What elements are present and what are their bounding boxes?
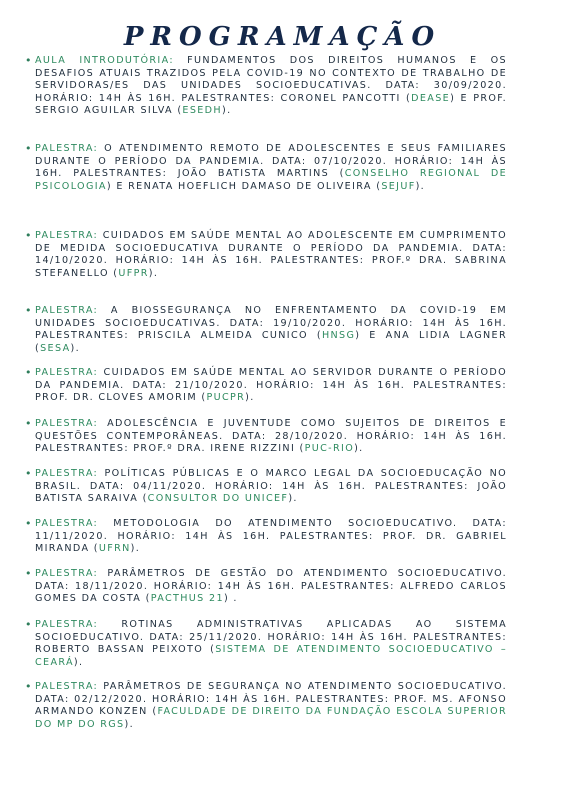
bullet-icon: • <box>25 417 33 430</box>
bullet-icon: • <box>25 304 33 317</box>
bullet-icon: • <box>25 467 33 480</box>
program-item <box>26 518 507 556</box>
org-name: PUCPR <box>206 392 246 404</box>
program-item <box>26 418 507 456</box>
item-text: PALESTRA: POLÍTICAS PÚBLICAS E O MARCO LEGAL DA SOCIOEDUCAÇÃO NO BRASIL. DATA: 04/11/2020. HORÁRIO: 14H ÀS 16H. PALESTRANTES: JOÃO BATISTA SARAIVA (CONSULTOR DO UNICEF). <box>35 468 507 505</box>
bullet-icon: • <box>25 142 33 155</box>
org-name: UFRN <box>98 543 131 555</box>
program-item <box>26 568 507 606</box>
item-label: PALESTRA: <box>35 518 99 529</box>
org-name: UFPR <box>118 267 149 279</box>
item-label: PALESTRA: <box>35 367 99 378</box>
org-name: SISTEMA DE ATENDIMENTO SOCIOEDUCATIVO – CEARÁ <box>35 644 507 668</box>
org-name: CONSELHO REGIONAL DE PSICOLOGIA <box>35 168 507 192</box>
org-name: ESEDH <box>182 105 222 117</box>
bullet-icon: • <box>25 517 33 530</box>
item-text: PALESTRA: CUIDADOS EM SAÚDE MENTAL AO SERVIDOR DURANTE O PERÍODO DA PANDEMIA. DATA: 21/10/2020. HORÁRIO: 14H ÀS 16H. PALESTRANTES: PROF. DR. CLOVES AMORIM (PUCPR). <box>35 367 507 404</box>
bullet-icon: • <box>25 567 33 580</box>
org-name: PACTHUS 21 <box>150 593 224 605</box>
item-label: PALESTRA: <box>35 305 99 316</box>
program-item <box>26 305 507 355</box>
item-text: PALESTRA: ROTINAS ADMINISTRATIVAS APLICADAS AO SISTEMA SOCIOEDUCATIVO. DATA: 25/11/2020. HORÁRIO: 14H ÀS 16H. PALESTRANTES: ROBERTO BASSAN PEIXOTO (SISTEMA DE ATENDIMENTO SOCIOEDUCATIVO – CEARÁ). <box>35 619 507 668</box>
item-label: PALESTRA: <box>35 568 99 579</box>
item-text: PALESTRA: CUIDADOS EM SAÚDE MENTAL AO ADOLESCENTE EM CUMPRIMENTO DE MEDIDA SOCIOEDUCATIVA DURANTE O PERÍODO DA PANDEMIA. DATA: 14/10/2020. HORÁRIO: 14H ÀS 16H. PALESTRANTES: PROF.º DRA. SABRINA STEFANELLO (UFPR). <box>35 230 507 279</box>
program-item <box>26 367 507 405</box>
program-item <box>26 468 507 506</box>
item-label: PALESTRA: <box>35 468 99 479</box>
org-name: DEASE <box>411 92 451 104</box>
program-item <box>26 143 507 193</box>
item-label: PALESTRA: <box>35 418 99 429</box>
program-item <box>26 230 507 280</box>
item-text: PALESTRA: A BIOSSEGURANÇA NO ENFRENTAMENTO DA COVID-19 EM UNIDADES SOCIOEDUCATIVAS. DATA: 19/10/2020. HORÁRIO: 14H ÀS 16H. PALESTRANTES: PRISCILA ALMEIDA CUNICO (HNSG) E ANA LIDIA LAGNER (SESA). <box>35 305 507 354</box>
item-text: AULA INTRODUTÓRIA: FUNDAMENTOS DOS DIREITOS HUMANOS E OS DESAFIOS ATUAIS TRAZIDOS PELA COVID-19 NO CONTEXTO DE TRABALHO DE SERVIDORAS/ES DAS UNIDADES SOCIOEDUCATIVAS. DATA: 30/09/2020. HORÁRIO: 14H ÀS 16H. PALESTRANTES: CORONEL PANCOTTI (DEASE) E PROF. SERGIO AGUILAR SILVA (ESEDH). <box>35 55 507 117</box>
org-name: HNSG <box>321 330 356 342</box>
bullet-icon: • <box>25 618 33 631</box>
bullet-icon: • <box>25 54 33 67</box>
item-label: PALESTRA: <box>35 230 99 241</box>
item-label: PALESTRA: <box>35 143 99 154</box>
page-title: PROGRAMAÇÃO <box>123 22 442 52</box>
item-text: PALESTRA: O ATENDIMENTO REMOTO DE ADOLESCENTES E SEUS FAMILIARES DURANTE O PERÍODO DA PANDEMIA. DATA: 07/10/2020. HORÁRIO: 14H ÀS 16H. PALESTRANTES: JOÃO BATISTA MARTINS (CONSELHO REGIONAL DE PSICOLOGIA) E RENATA HOEFLICH DAMASO DE OLIVEIRA (SEJUF). <box>35 143 507 192</box>
org-name: SESA <box>40 342 71 354</box>
item-label: AULA INTRODUTÓRIA: <box>35 55 174 66</box>
bullet-icon: • <box>25 229 33 242</box>
item-text: PALESTRA: METODOLOGIA DO ATENDIMENTO SOCIOEDUCATIVO. DATA: 11/11/2020. HORÁRIO: 14H ÀS 16H. PALESTRANTES: PROF. DR. GABRIEL MIRANDA (UFRN). <box>35 518 507 555</box>
org-name: FACULDADE DE DIREITO DA FUNDAÇÃO ESCOLA SUPERIOR DO MP DO RGS <box>35 706 508 730</box>
item-text: PALESTRA: PARÂMETROS DE GESTÃO DO ATENDIMENTO SOCIOEDUCATIVO. DATA: 18/11/2020. HORÁRIO: 14H ÀS 16H. PALESTRANTES: ALFREDO CARLOS GOMES DA COSTA (PACTHUS 21) . <box>35 568 507 605</box>
bullet-icon: • <box>25 366 33 379</box>
org-name: PUC-RIO <box>304 443 355 455</box>
item-text: PALESTRA: ADOLESCÊNCIA E JUVENTUDE COMO SUJEITOS DE DIREITOS E QUESTÕES CONTEMPORÂNEAS. DATA: 28/10/2020. HORÁRIO: 14H ÀS 16H. PALESTRANTES: PROF.º DRA. IRENE RIZZINI (PUC-RIO). <box>35 418 507 455</box>
program-item <box>26 619 507 669</box>
item-label: PALESTRA: <box>35 681 99 692</box>
program-item <box>26 681 507 731</box>
bullet-icon: • <box>25 680 33 693</box>
org-name: SEJUF <box>381 180 416 192</box>
program-item <box>26 55 507 118</box>
org-name: CONSULTOR DO UNICEF <box>147 493 289 505</box>
item-label: PALESTRA: <box>35 619 99 630</box>
item-text: PALESTRA: PARÂMETROS DE SEGURANÇA NO ATENDIMENTO SOCIOEDUCATIVO. DATA: 02/12/2020. HORÁRIO: 14H ÀS 16H. PALESTRANTES: PROF. MS. AFONSO ARMANDO KONZEN (FACULDADE DE DIREITO DA FUNDAÇÃO ESCOLA SUPERIOR DO MP DO RGS). <box>35 681 508 730</box>
